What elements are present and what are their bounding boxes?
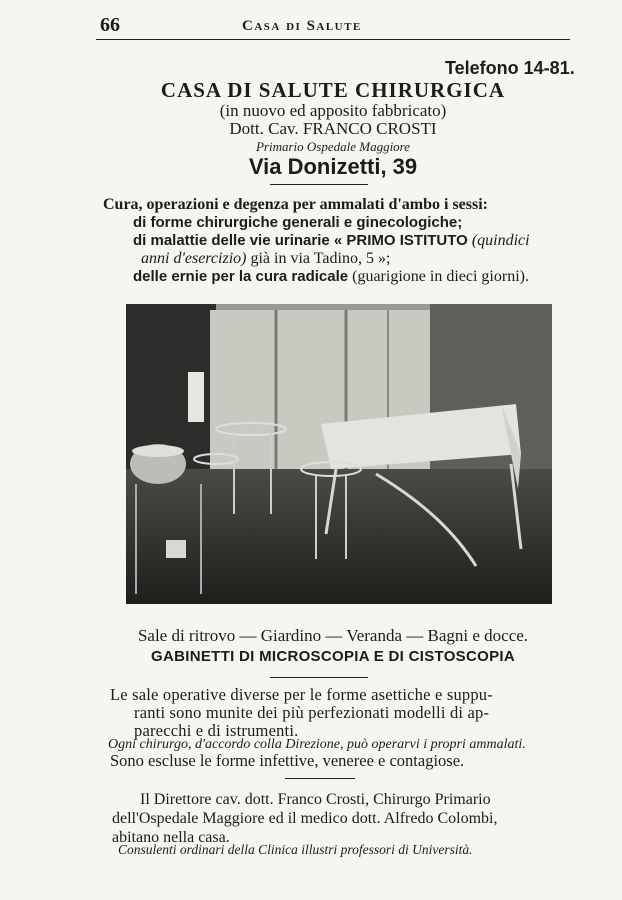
treatments-general: di forme chirurgiche generali e ginecologiche; xyxy=(133,214,463,231)
treatments-former-address: già in via Tadino, 5 »; xyxy=(250,250,391,267)
treatments-line-3 xyxy=(103,250,573,268)
clinic-subtitle: (in nuovo ed apposito fabbricato) xyxy=(219,101,447,120)
operating-rooms-paragraph xyxy=(110,686,570,740)
page-number: 66 xyxy=(100,14,120,36)
director-line-1: Il Direttore cav. dott. Franco Crosti, Chirurgo Primario xyxy=(140,791,491,808)
title-divider xyxy=(270,184,368,185)
treatments-block xyxy=(103,196,573,286)
doctor-position: Primario Ospedale Maggiore xyxy=(255,139,411,154)
doctor-name: Dott. Cav. FRANCO CROSTI xyxy=(229,119,437,138)
treatments-hernia-note: (guarigione in dieci giorni). xyxy=(352,268,529,285)
director-line-2: dell'Ospedale Maggiore ed il medico dott. Alfredo Colombi, xyxy=(112,810,498,827)
treatments-years-a: (quindici xyxy=(471,232,530,249)
treatments-line-2 xyxy=(103,232,573,250)
telephone-number: Telefono 14-81. xyxy=(445,58,575,78)
surgeons-note: Ogni chirurgo, d'accordo colla Direzione, può operarvi i propri ammalati. xyxy=(108,737,526,752)
treatments-urinary: di malattie delle vie urinarie « PRIMO ISTITUTO xyxy=(133,232,468,249)
treatments-hernia: delle ernie per la cura radicale xyxy=(133,268,349,285)
operating-room-photo xyxy=(126,304,552,604)
section-divider-2 xyxy=(285,778,355,779)
treatments-years-b: anni d'esercizio) xyxy=(141,250,247,267)
section-divider xyxy=(270,677,368,678)
director-line-3: abitano nella casa. xyxy=(112,829,230,846)
running-title: Casa di Salute xyxy=(242,18,362,34)
treatments-line-1 xyxy=(103,214,573,232)
clinic-address: Via Donizetti, 39 xyxy=(248,154,418,179)
header-divider xyxy=(96,39,570,40)
labs-heading: GABINETTI DI MICROSCOPIA E DI CISTOSCOPIA xyxy=(151,648,515,665)
operating-room-illustration xyxy=(126,304,552,604)
consultants-note: Consulenti ordinari della Clinica illustri professori di Università. xyxy=(118,842,473,857)
treatments-intro: Cura, operazioni e degenza per ammalati d'ambo i sessi: xyxy=(103,196,489,213)
excluded-conditions: Sono escluse le forme infettive, veneree e contagiose. xyxy=(110,751,465,770)
operating-rooms-line-2: ranti sono munite dei più perfezionati modelli di ap- xyxy=(134,703,490,722)
facilities-line: Sale di ritrovo — Giardino — Veranda — Bagni e docce. xyxy=(137,626,529,645)
director-paragraph xyxy=(112,790,572,847)
clinic-title: CASA DI SALUTE CHIRURGICA xyxy=(160,78,506,102)
operating-rooms-line-3: parecchi e di istrumenti. xyxy=(134,721,299,740)
treatments-line-4 xyxy=(103,268,573,286)
operating-rooms-line-1: Le sale operative diverse per le forme asettiche e suppu- xyxy=(110,685,493,704)
